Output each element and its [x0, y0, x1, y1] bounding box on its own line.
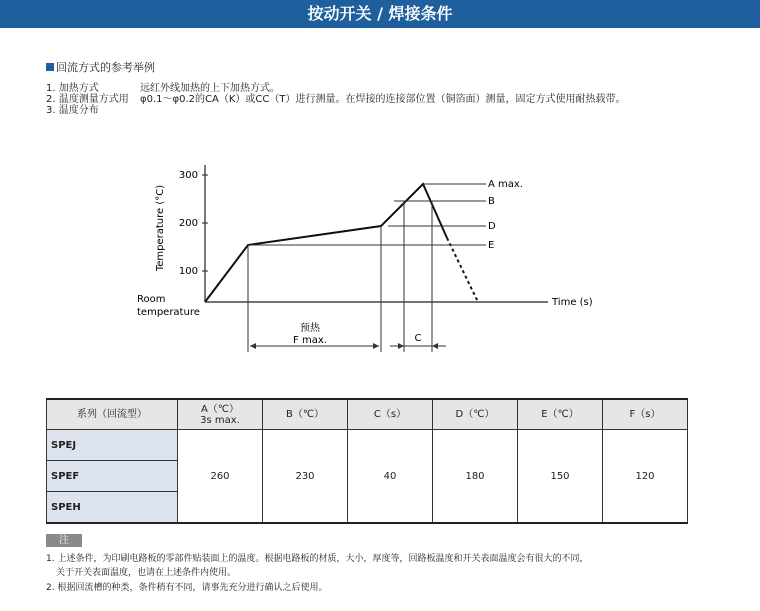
profile-curve — [205, 184, 447, 302]
value-d: 180 — [433, 430, 518, 524]
arrow-right-icon — [373, 343, 379, 349]
reflow-conditions-table — [46, 398, 688, 524]
list-item-label: 3. 温度分布 — [46, 105, 99, 116]
room-temperature-label-line2: temperature — [137, 307, 200, 318]
y-tick-label-200: 200 — [178, 218, 198, 229]
series-cell-spef: SPEF — [47, 461, 178, 492]
level-label-b: B — [488, 196, 495, 207]
column-header-f: F（s） — [603, 399, 688, 430]
time-axis-label: Time (s) — [552, 297, 593, 308]
arrow-right-icon — [398, 343, 404, 349]
y-tick-label-300: 300 — [178, 170, 198, 181]
column-header-series: 系列（回流型） — [47, 399, 178, 430]
list-item-label: 2. 温度测量方式用 — [46, 94, 129, 105]
preheat-label: 预热 — [300, 323, 320, 334]
c-label: C — [414, 333, 422, 344]
series-cell-speh: SPEH — [47, 492, 178, 524]
value-a: 260 — [178, 430, 263, 524]
series-cell-spej: SPEJ — [47, 430, 178, 461]
list-item-text: φ0.1〜φ0.2的CA（K）或CC（T）进行测量。在焊接的连接部位置（铜箔面）测量，固定方式使用耐热载带。 — [140, 94, 626, 105]
section-title-text: 回流方式的参考举例 — [56, 61, 155, 74]
level-label-a: A max. — [488, 179, 523, 190]
value-e: 150 — [518, 430, 603, 524]
level-label-e: E — [488, 240, 495, 251]
list-item-label: 1. 加热方式 — [46, 83, 99, 94]
table-header-row — [47, 399, 688, 430]
column-header-b: B（℃） — [263, 399, 348, 430]
fmax-label: F max. — [293, 335, 327, 346]
value-c: 40 — [348, 430, 433, 524]
profile-cooling-dashed — [447, 238, 478, 302]
page-title: 按动开关 / 焊接条件 — [307, 4, 453, 23]
column-header-e: E（℃） — [518, 399, 603, 430]
y-axis-label: Temperature (°C) — [155, 184, 166, 272]
value-b: 230 — [263, 430, 348, 524]
note-line-3: 2. 根据回流槽的种类，条件稍有不同，请事先充分进行确认之后使用。 — [46, 583, 328, 593]
room-temperature-label-line1: Room — [137, 294, 166, 305]
table-row — [47, 430, 688, 461]
column-header-d: D（℃） — [433, 399, 518, 430]
value-f: 120 — [603, 430, 688, 524]
level-label-d: D — [488, 221, 496, 232]
note-line-1: 1. 上述条件，为印刷电路板的零部件贴装面上的温度。根据电路板的材质，大小，厚度等，回路板温度和开关表面温度会有很大的不同， — [46, 554, 589, 564]
column-header-a: A（℃） 3s max. — [178, 399, 263, 430]
note-line-2: 关于开关表面温度，也请在上述条件内使用。 — [56, 568, 237, 578]
y-tick-label-100: 100 — [178, 266, 198, 277]
arrow-left-icon — [250, 343, 256, 349]
arrow-left-icon — [432, 343, 438, 349]
column-header-c: C（s） — [348, 399, 433, 430]
list-item-text: 远红外线加热的上下加热方式。 — [140, 83, 280, 94]
note-badge: 注 — [46, 534, 82, 547]
